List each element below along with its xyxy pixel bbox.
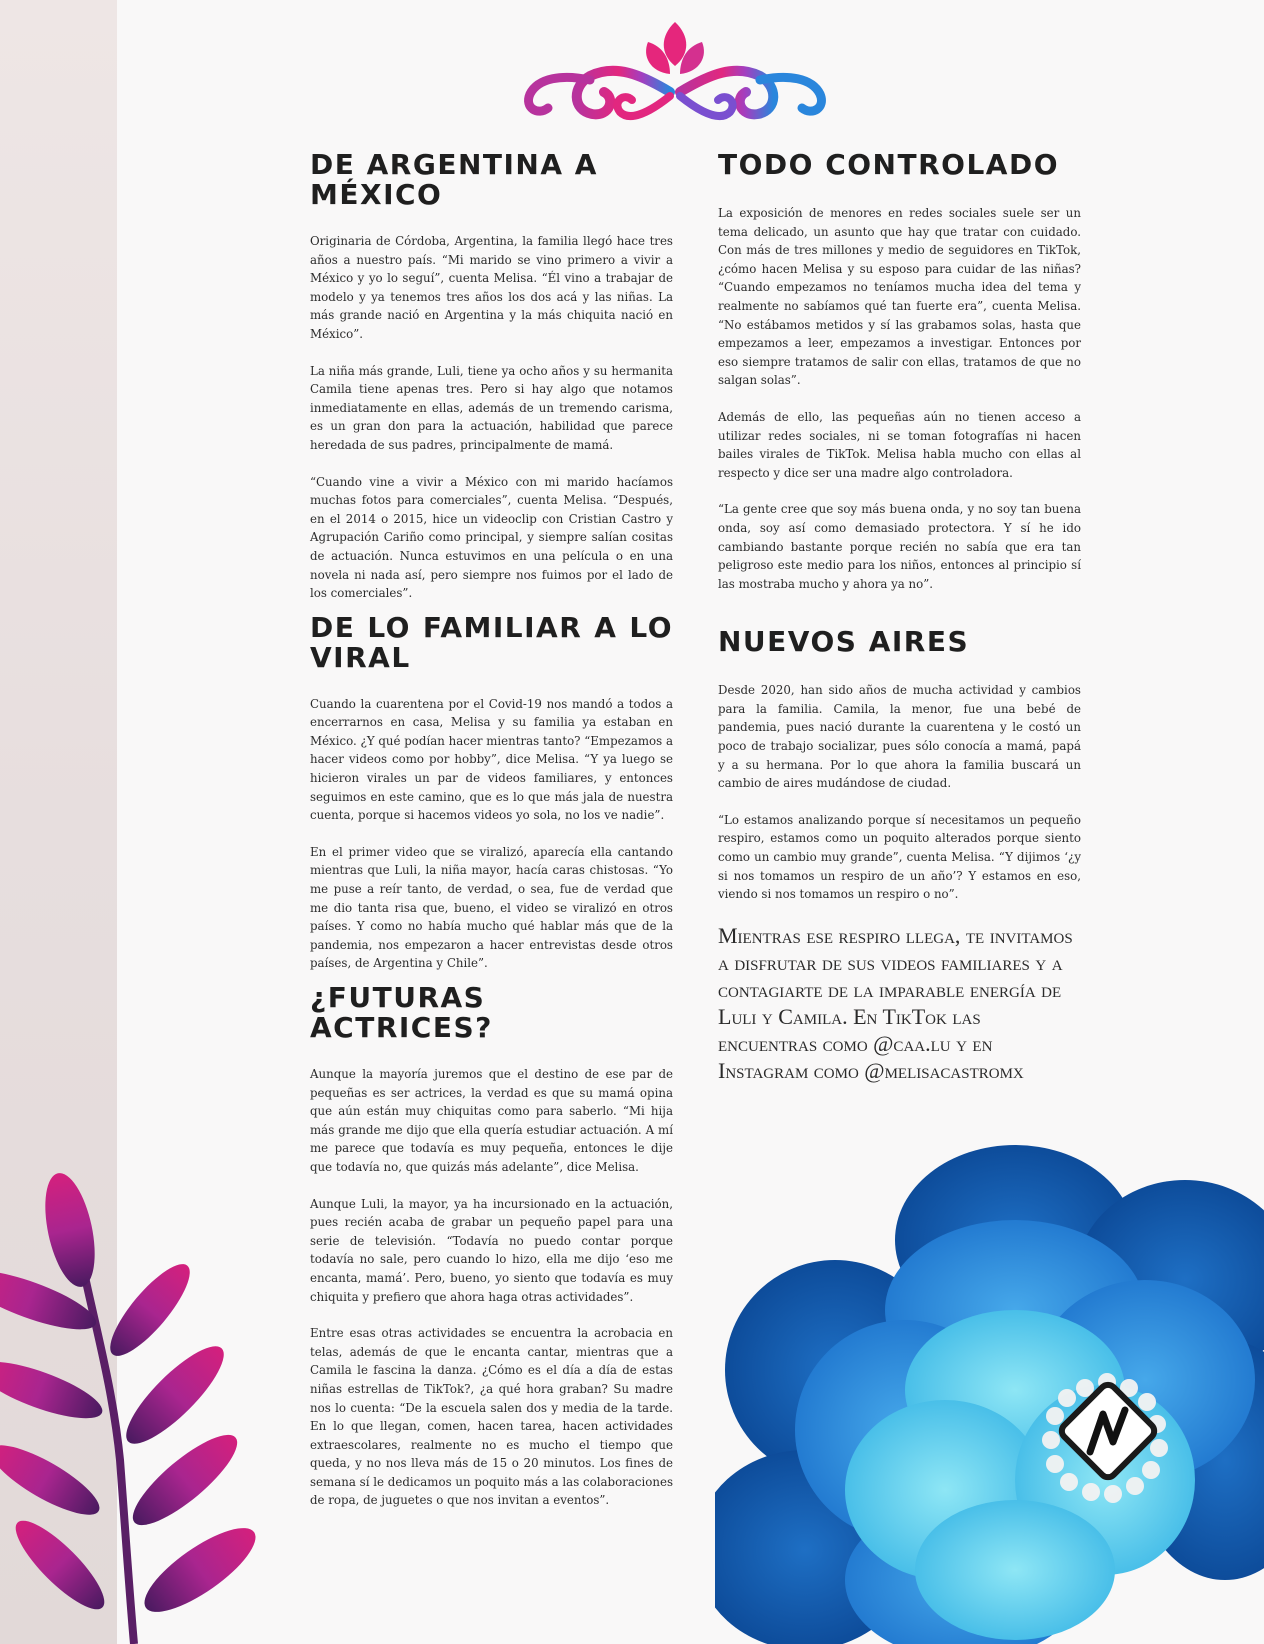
paragraph: “La gente cree que soy más buena onda, y no soy tan buena onda, soy así como demasiado protectora. Y sí he ido cambiando bastante porque recién no sabía que era tan peligroso este medio para los niños, entonces al principio sí las mostraba mucho y ahora ya no”. [718, 502, 1081, 591]
closing-note: Mientras ese respiro llega, te invitamos a disfrutar de sus videos familiares y a contagiarte de la imparable energía de Luli y Camila. En TikTok las encuentras como @caa.lu y en Instagram como @melisacastromx [718, 922, 1073, 1083]
paragraph: Aunque la mayoría juremos que el destino de ese par de pequeñas es ser actrices, la verdad es que su mamá opina que aún están muy chiquitas como para saberlo. “Mi hija más grande me dijo que ella quería estudiar actuación. A mí me parece que todavía es muy pequeña, entonces le dije que todavía no, que quizás más adelante”, dice Melisa. [310, 1067, 673, 1174]
paragraph: “Lo estamos analizando porque sí necesitamos un pequeño respiro, estamos como un poquito alterados porque siento como un cambio muy grande”, cuenta Melisa. “Y dijimos ‘¿y si nos tomamos un respiro de un año’? Y estamos en eso, viendo si nos tomamos un respiro o no”. [718, 812, 1081, 902]
left-article-column [310, 150, 673, 1528]
paragraph: “Cuando vine a vivir a México con mi marido hacíamos muchas fotos para comerciales”, cuenta Melisa. “Después, en el 2014 o 2015, hice un videoclip con Cristian Castro y Agrupación Cariño como principal, y siempre salían cositas de actuación. Nunca estuvimos en una película o en una novela ni nada así, pero siempre nos fuimos por el lado de los comerciales”. [310, 474, 673, 601]
paragraph: Desde 2020, han sido años de mucha actividad y cambios para la familia. Camila, la menor, fue una bebé de pandemia, pues nació durante la cuarentena y le costó un poco de trabajo socializar, pues sólo conocía a mamá, papá y a su hermana. Por lo que ahora la familia buscará un cambio de aires mudándose de ciudad. [718, 683, 1081, 791]
paragraph: La exposición de menores en redes sociales suele ser un tema delicado, un asunto que hay que tratar con cuidado. Con más de tres millones y medio de seguidores en TikTok, ¿cómo hacen Melisa y su esposo para cuidar de las niñas? “Cuando empezamos no teníamos mucha idea del tema y realmente no sabíamos qué tan fuerte era”, cuenta Melisa. “No estábamos metidos y sí las grabamos solas, hasta que empezamos a leer, empezamos a investigar. Entonces por eso siempre tratamos de salir con ellas, tratamos de que no salgan solas”. [718, 206, 1081, 388]
paragraph: Originaria de Córdoba, Argentina, la familia llegó hace tres años a nuestro país. “Mi marido se vino primero a vivir a México y yo lo seguí”, cuenta Melisa. “Él vino a trabajar de modelo y ya tenemos tres años los dos acá y las niñas. La más grande nació en Argentina y la más chiquita nació en México”. [310, 234, 673, 341]
paragraph: En el primer video que se viralizó, aparecía ella cantando mientras que Luli, la niña mayor, hacía caras chistosas. “Yo me puse a reír tanto, de verdad, o sea, fue de verdad que me dio tanta risa que, bueno, el video se viralizó en otros países. Y como no había mucho qué hablar más que de la pandemia, nos empezaron a hacer entrevistas desde otros países, de Argentina y Chile”. [310, 844, 673, 971]
paragraph: La niña más grande, Luli, tiene ya ocho años y su hermanita Camila tiene apenas tres. Pero si hay algo que notamos inmediatamente en ellas, además de un tremendo carisma, es un gran don para la actuación, habilidad que parece heredada de sus padres, principalmente de mamá. [310, 363, 673, 452]
blue-flower-icon [715, 1130, 1264, 1644]
section-heading-todo-controlado: TODO CONTROLADO [718, 148, 1059, 181]
paragraph: Aunque Luli, la mayor, ya ha incursionado en la actuación, pues recién acaba de grabar un pequeño papel para una serie de televisión. “Todavía no puedo contar porque todavía no sale, pero cuando lo hizo, ella me dijo ‘eso me encanta, mamá’. Pero, bueno, yo siento que todavía es muy chiquita y prefiero que ahora haga otras actividades”. [310, 1196, 673, 1304]
right-article-column [718, 150, 1081, 1084]
section-heading-argentina-mexico: DE ARGENTINA A MÉXICO [310, 148, 598, 211]
leaf-branch-icon [0, 1160, 260, 1644]
paragraph: Cuando la cuarentena por el Covid-19 nos mandó a todos a encerrarnos en casa, Melisa y su familia ya estaban en México. ¿Y qué podían hacer mientras tanto? “Empezamos a hacer videos como por hobby”, dice Melisa. “Y ya luego se hicieron virales un par de videos familiares, y entonces seguimos en este camino, que es lo que más jala de nuestra cuenta, porque si hacemos videos yo sola, no los ve nadie”. [310, 696, 673, 823]
section-heading-nuevos-aires: NUEVOS AIRES [718, 625, 970, 659]
paragraph: Además de ello, las pequeñas aún no tienen acceso a utilizar redes sociales, ni se toman fotografías ni hacen bailes virales de TikTok. Melisa habla mucho con ellas al respecto y dice ser una madre algo controladora. [718, 409, 1081, 480]
section-heading-futuras-actrices: ¿FUTURAS ACTRICES? [310, 981, 493, 1044]
paragraph: Entre esas otras actividades se encuentra la acrobacia en telas, además de que le encanta cantar, mientras que a Camila le fascina la danza. ¿Cómo es el día a día de estas niñas estrellas de TikTok?, ¿a qué hora graban? Su madre nos lo cuenta: “De la escuela salen dos y media de la tarde. En lo que llegan, comen, hacen tarea, hacen actividades extraescolares, realmente no es mucho el tiempo que queda, y no nos lleva más de 15 o 20 minutos. Los fines de semana sí le dedicamos un poquito más a las colaboraciones de ropa, de juguetes o que nos invitan a eventos”. [310, 1326, 673, 1508]
flourish-ornament-icon [520, 14, 830, 124]
section-heading-familiar-viral: DE LO FAMILIAR A LO VIRAL [310, 610, 673, 674]
